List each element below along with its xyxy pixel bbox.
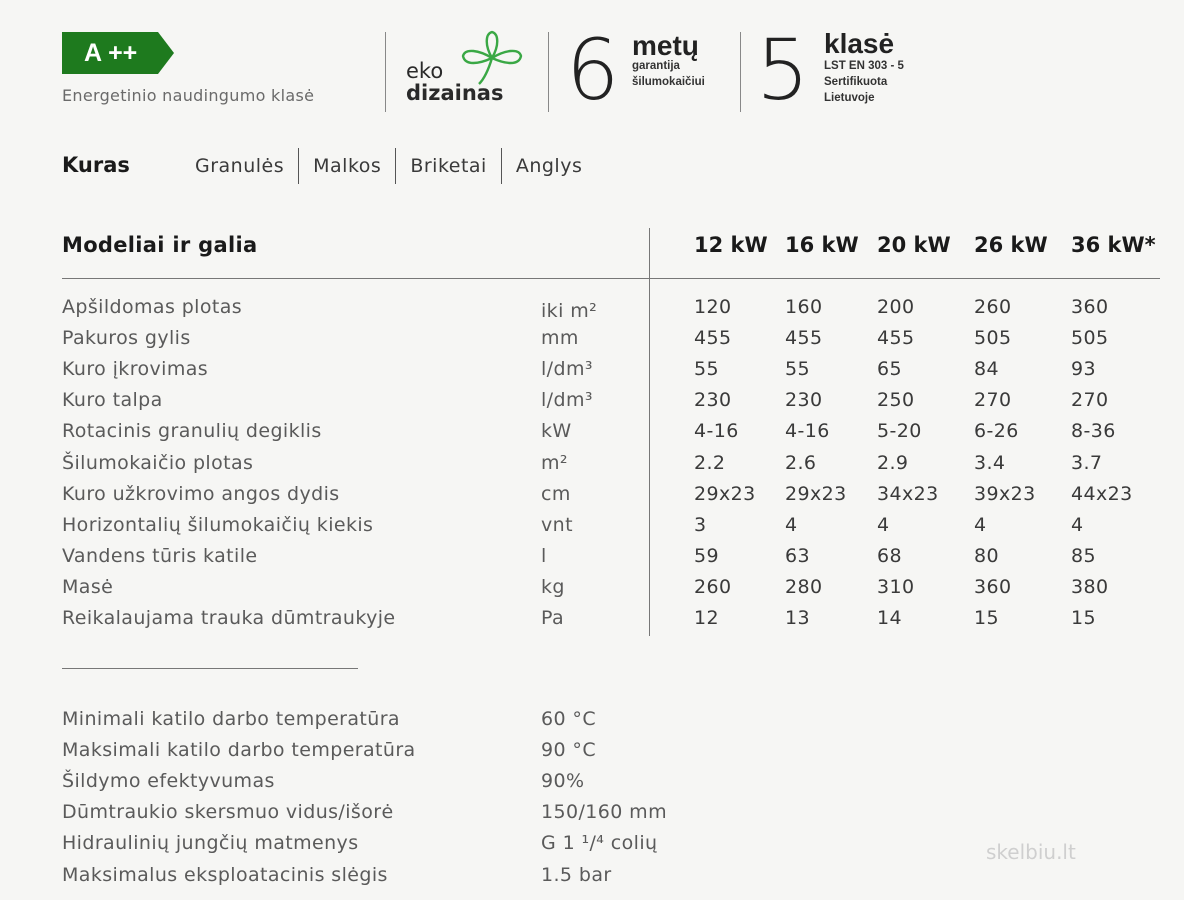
table-cell: 93 <box>1071 358 1096 380</box>
fuel-option-malkos: Malkos <box>313 155 382 177</box>
spec-label: Maksimali katilo darbo temperatūra <box>62 739 416 761</box>
row-label: Rotacinis granulių degiklis <box>62 420 322 442</box>
warranty-line: garantija <box>632 60 680 72</box>
table-cell: 200 <box>877 296 915 318</box>
section-divider <box>62 668 358 669</box>
table-cell: 3.7 <box>1071 452 1103 474</box>
spec-value: G 1 ¹/⁴ colių <box>541 832 658 854</box>
table-cell: 4 <box>877 514 890 536</box>
table-cell: 65 <box>877 358 902 380</box>
table-cell: 85 <box>1071 545 1096 567</box>
spec-value: 90 °C <box>541 739 596 761</box>
table-cell: 2.6 <box>785 452 817 474</box>
row-label: Horizontalių šilumokaičių kiekis <box>62 514 374 536</box>
row-unit: m² <box>541 452 568 474</box>
row-unit: kW <box>541 420 572 442</box>
class-line: LST EN 303 - 5 <box>824 60 904 72</box>
watermark: skelbiu.lt <box>986 840 1076 864</box>
table-cell: 15 <box>974 607 999 629</box>
table-cell: 4-16 <box>785 420 830 442</box>
table-cell: 29x23 <box>785 483 847 505</box>
table-cell: 310 <box>877 576 915 598</box>
row-label: Šilumokaičio plotas <box>62 452 254 474</box>
warranty-caption <box>632 58 705 90</box>
model-column-header: 26 kW <box>974 233 1048 257</box>
table-cell: 2.2 <box>694 452 726 474</box>
table-cell: 380 <box>1071 576 1109 598</box>
dizainas-line: dizainas <box>406 81 504 105</box>
table-cell: 68 <box>877 545 902 567</box>
spec-value: 150/160 mm <box>541 801 667 823</box>
table-cell: 2.9 <box>877 452 909 474</box>
table-cell: 14 <box>877 607 902 629</box>
row-unit: l <box>541 545 547 567</box>
models-title: Modeliai ir galia <box>62 233 258 257</box>
table-cell: 120 <box>694 296 732 318</box>
spec-label: Maksimalus eksploatacinis slėgis <box>62 864 388 886</box>
table-cell: 63 <box>785 545 810 567</box>
warranty-line: šilumokaičiui <box>632 76 705 88</box>
clover-icon <box>455 28 529 88</box>
warranty-number: 6 <box>566 21 620 119</box>
table-cell: 15 <box>1071 607 1096 629</box>
warranty-title: metų <box>632 30 699 61</box>
table-cell: 270 <box>974 389 1012 411</box>
table-cell: 39x23 <box>974 483 1036 505</box>
table-cell: 34x23 <box>877 483 939 505</box>
table-cell: 44x23 <box>1071 483 1133 505</box>
spec-value: 60 °C <box>541 708 596 730</box>
table-cell: 260 <box>974 296 1012 318</box>
model-column-header: 20 kW <box>877 233 951 257</box>
table-header-rule <box>62 278 1160 279</box>
spec-label: Šildymo efektyvumas <box>62 770 275 792</box>
table-cell: 55 <box>785 358 810 380</box>
row-label: Kuro užkrovimo angos dydis <box>62 483 340 505</box>
fuel-label: Kuras <box>62 153 130 177</box>
table-cell: 260 <box>694 576 732 598</box>
row-unit: mm <box>541 327 579 349</box>
class-title: klasė <box>824 28 895 59</box>
table-cell: 5-20 <box>877 420 922 442</box>
table-cell: 4-16 <box>694 420 739 442</box>
class-line: Sertifikuota <box>824 76 888 88</box>
table-cell: 505 <box>974 327 1012 349</box>
table-cell: 4 <box>974 514 987 536</box>
table-cell: 29x23 <box>694 483 756 505</box>
class-caption <box>824 58 904 106</box>
table-cell: 160 <box>785 296 823 318</box>
fuel-option-anglys: Anglys <box>515 155 583 177</box>
table-cell: 230 <box>785 389 823 411</box>
table-cell: 4 <box>785 514 798 536</box>
row-label: Kuro įkrovimas <box>62 358 209 380</box>
row-label: Pakuros gylis <box>62 327 191 349</box>
model-column-header: 16 kW <box>785 233 859 257</box>
fuel-option-granules: Granulės <box>195 155 285 177</box>
table-cell: 230 <box>694 389 732 411</box>
class-line: Lietuvoje <box>824 92 875 104</box>
table-cell: 84 <box>974 358 999 380</box>
row-unit: kg <box>541 576 565 598</box>
header-divider <box>548 32 549 112</box>
fuel-options <box>195 150 596 182</box>
table-cell: 12 <box>694 607 719 629</box>
row-unit: Pa <box>541 607 565 629</box>
table-cell: 13 <box>785 607 810 629</box>
model-column-header: 36 kW* <box>1071 233 1156 257</box>
table-cell: 455 <box>694 327 732 349</box>
table-cell: 59 <box>694 545 719 567</box>
spec-label: Minimali katilo darbo temperatūra <box>62 708 400 730</box>
table-cell: 280 <box>785 576 823 598</box>
row-unit: cm <box>541 483 571 505</box>
table-cell: 270 <box>1071 389 1109 411</box>
header-divider <box>740 32 741 112</box>
row-label: Apšildomas plotas <box>62 296 243 318</box>
table-cell: 6-26 <box>974 420 1019 442</box>
spec-value: 1.5 bar <box>541 864 612 886</box>
row-unit: l/dm³ <box>541 358 593 380</box>
table-cell: 455 <box>785 327 823 349</box>
row-unit: iki m² <box>541 300 598 322</box>
table-cell: 3.4 <box>974 452 1006 474</box>
table-cell: 360 <box>1071 296 1109 318</box>
table-cell: 455 <box>877 327 915 349</box>
class-number: 5 <box>756 21 810 119</box>
table-cell: 8-36 <box>1071 420 1116 442</box>
table-cell: 505 <box>1071 327 1109 349</box>
row-label: Masė <box>62 576 114 598</box>
row-label: Kuro talpa <box>62 389 163 411</box>
row-unit: vnt <box>541 514 573 536</box>
table-cell: 55 <box>694 358 719 380</box>
eko-line: eko <box>406 59 444 83</box>
table-cell: 80 <box>974 545 999 567</box>
header-divider <box>385 32 386 112</box>
table-cell: 4 <box>1071 514 1084 536</box>
spec-label: Dūmtraukio skersmuo vidus/išorė <box>62 801 394 823</box>
energy-class-badge: A ++ <box>62 32 158 74</box>
model-column-header: 12 kW <box>694 233 768 257</box>
energy-class-caption: Energetinio naudingumo klasė <box>62 86 315 105</box>
table-cell: 250 <box>877 389 915 411</box>
fuel-option-briketai: Briketai <box>410 155 487 177</box>
spec-label: Hidraulinių jungčių matmenys <box>62 832 359 854</box>
spec-value: 90% <box>541 770 585 792</box>
table-cell: 360 <box>974 576 1012 598</box>
table-cell: 3 <box>694 514 707 536</box>
table-column-divider <box>649 228 650 636</box>
row-label: Reikalaujama trauka dūmtraukyje <box>62 607 396 629</box>
energy-badge-arrow <box>158 32 174 74</box>
row-label: Vandens tūris katile <box>62 545 258 567</box>
row-unit: l/dm³ <box>541 389 593 411</box>
